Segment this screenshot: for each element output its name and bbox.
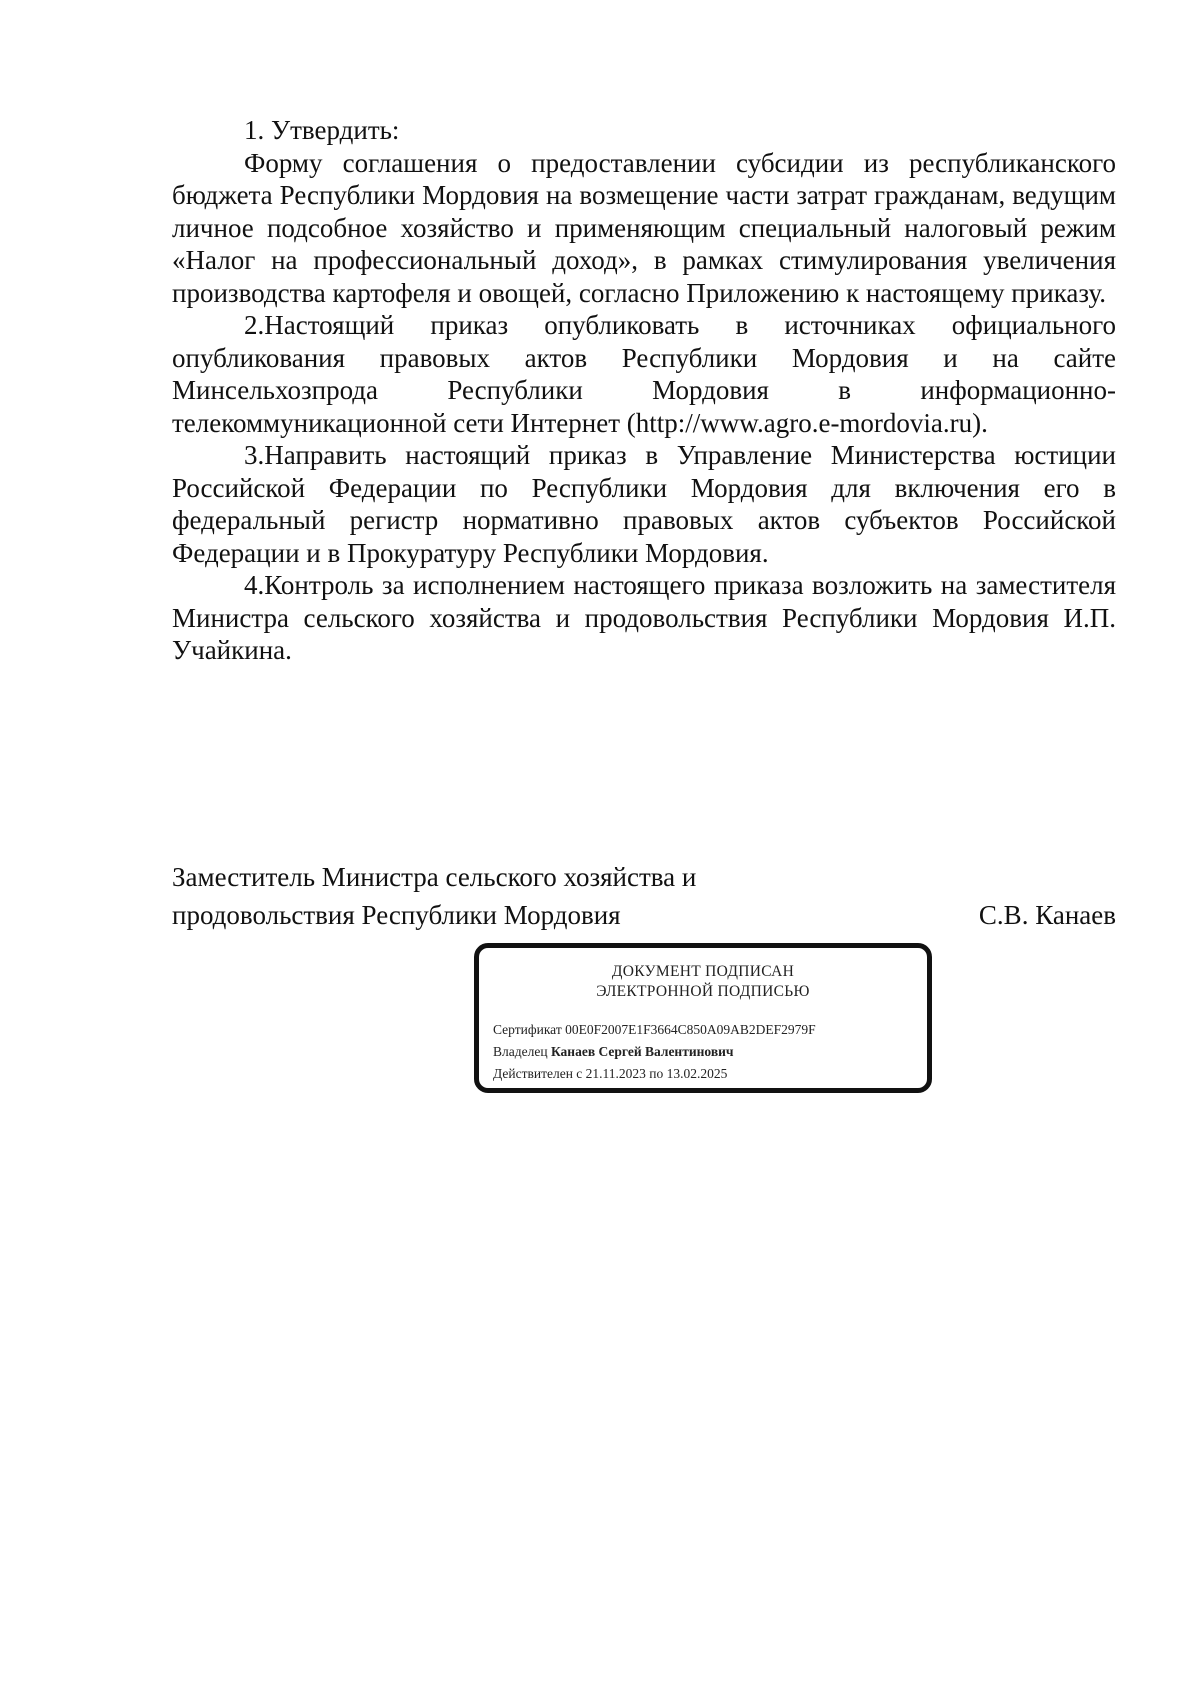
certificate-label: Сертификат xyxy=(493,1022,562,1037)
item-3-text: 3.Направить настоящий приказ в Управление Министерства юстиции Российской Федерации по Республики Мордовия для включения его в федеральный регистр нормативно правовых актов субъектов Российской Федерации и в Прокуратуру Республики Мордовия. xyxy=(172,440,1116,568)
signature-line xyxy=(172,896,1116,934)
stamp-certificate-row xyxy=(493,1019,917,1041)
valid-from-label: Действителен с xyxy=(493,1066,583,1081)
stamp-title-line-1: ДОКУМЕНТ ПОДПИСАН xyxy=(611,963,795,980)
item-1-text: Форму соглашения о предоставлении субсидии из республиканского бюджета Республики Мордовия на возмещение части затрат гражданам, ведущим личное подсобное хозяйство и применяющим специальный налоговый режим «Налог на профессиональный доход», в рамках стимулирования увеличения производства картофеля и овощей, согласно Приложению к настоящему приказу. xyxy=(172,147,1116,308)
stamp-title-line-2: ЭЛЕКТРОННОЙ ПОДПИСЬЮ xyxy=(596,983,810,1000)
electronic-signature-stamp xyxy=(474,943,932,1093)
owner-value: Канаев Сергей Валентинович xyxy=(550,1044,734,1059)
valid-from-date: 21.11.2023 xyxy=(585,1066,646,1081)
document-body xyxy=(172,114,1116,667)
valid-to-date: 13.02.2025 xyxy=(666,1066,728,1081)
signer-name: С.В. Канаев xyxy=(978,900,1116,930)
stamp-owner-row xyxy=(493,1041,917,1063)
valid-to-label: по xyxy=(649,1066,664,1081)
stamp-title xyxy=(479,962,927,1002)
certificate-value: 00E0F2007E1F3664C850A09AB2DEF2979F xyxy=(565,1022,816,1037)
item-2-text: 2.Настоящий приказ опубликовать в источниках официального опубликования правовых актов Республики Мордовия и на сайте Минсельхозпрода Республики Мордовия в информационно-телекоммуникационной сети Интернет (http://www.agro.e-mordovia.ru). xyxy=(172,310,1116,438)
item-1-lead: 1. Утвердить: xyxy=(244,115,400,145)
signature-block xyxy=(172,858,1116,934)
owner-label: Владелец xyxy=(493,1044,548,1059)
item-4-text: 4.Контроль за исполнением настоящего приказа возложить на заместителя Министра сельского хозяйства и продовольствия Республики Мордовия И.П. Учайкина. xyxy=(172,570,1116,665)
signer-position-line-1: Заместитель Министра сельского хозяйства и xyxy=(172,862,697,892)
stamp-details xyxy=(493,1019,917,1085)
signer-position-line-2: продовольствия Республики Мордовия xyxy=(172,900,621,930)
stamp-validity-row xyxy=(493,1063,917,1085)
